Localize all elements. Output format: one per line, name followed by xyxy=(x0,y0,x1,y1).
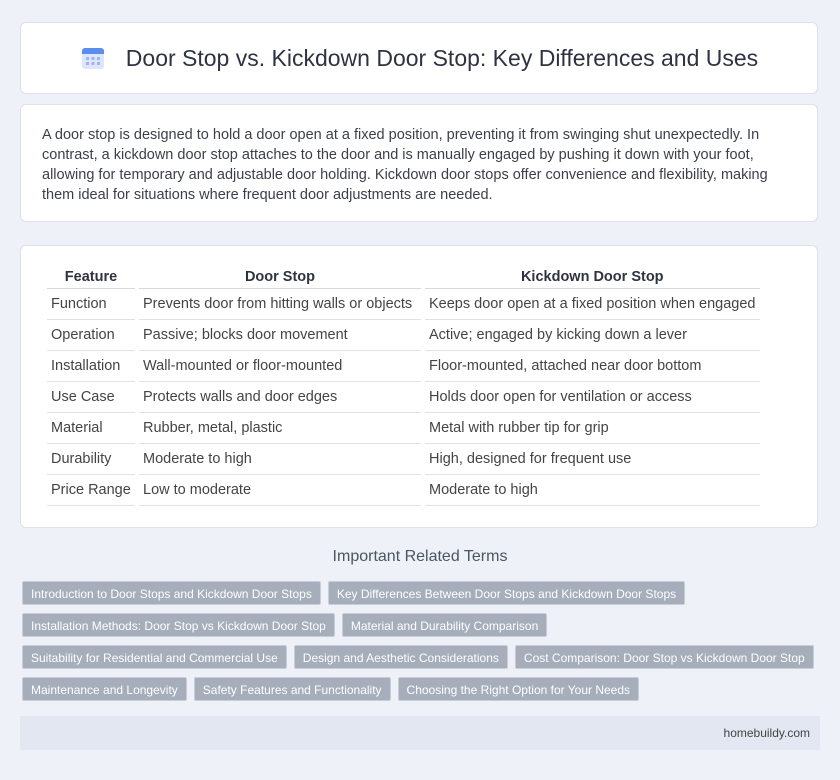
related-term-tag[interactable]: Material and Durability Comparison xyxy=(342,613,547,637)
related-term-tag[interactable]: Choosing the Right Option for Your Needs xyxy=(398,677,639,701)
row-kickdown: High, designed for frequent use xyxy=(425,444,760,475)
row-kickdown: Active; engaged by kicking down a lever xyxy=(425,320,760,351)
row-kickdown: Moderate to high xyxy=(425,475,760,506)
header-feature: Feature xyxy=(47,266,135,289)
row-door-stop: Passive; blocks door movement xyxy=(139,320,421,351)
title-card xyxy=(20,22,818,94)
related-term-tag[interactable]: Introduction to Door Stops and Kickdown Door Stops xyxy=(22,581,321,605)
row-door-stop: Protects walls and door edges xyxy=(139,382,421,413)
table-row xyxy=(47,475,760,506)
comparison-card xyxy=(20,245,818,528)
table-header-row xyxy=(47,266,760,289)
intro-text: A door stop is designed to hold a door open at a fixed position, preventing it from swinging shut unexpectedly. In contrast, a kickdown door stop attaches to the door and is manually engaged by pushing it down with your foot, allowing for temporary and adjustable door holding. Kickdown door stops offer convenience and flexibility, making them ideal for situations where frequent door adjustments are needed. xyxy=(42,127,768,203)
related-term-tag[interactable]: Suitability for Residential and Commercial Use xyxy=(22,645,287,669)
table-row xyxy=(47,413,760,444)
related-term-tag[interactable]: Installation Methods: Door Stop vs Kickdown Door Stop xyxy=(22,613,335,637)
row-door-stop: Moderate to high xyxy=(139,444,421,475)
row-kickdown: Metal with rubber tip for grip xyxy=(425,413,760,444)
comparison-table xyxy=(43,266,764,506)
row-door-stop: Prevents door from hitting walls or objects xyxy=(139,289,421,320)
related-term-tag[interactable]: Key Differences Between Door Stops and Kickdown Door Stops xyxy=(328,581,685,605)
table-row xyxy=(47,444,760,475)
row-feature: Function xyxy=(47,289,135,320)
row-feature: Use Case xyxy=(47,382,135,413)
header-door-stop: Door Stop xyxy=(139,266,421,289)
table-row xyxy=(47,351,760,382)
row-kickdown: Holds door open for ventilation or access xyxy=(425,382,760,413)
row-feature: Price Range xyxy=(47,475,135,506)
row-feature: Operation xyxy=(47,320,135,351)
row-kickdown: Floor-mounted, attached near door bottom xyxy=(425,351,760,382)
related-terms-heading: Important Related Terms xyxy=(332,548,508,565)
calendar-icon xyxy=(80,45,106,71)
page-title: Door Stop vs. Kickdown Door Stop: Key Differences and Uses xyxy=(125,44,759,71)
table-row xyxy=(47,320,760,351)
table-row xyxy=(47,382,760,413)
table-row xyxy=(47,289,760,320)
row-door-stop: Wall-mounted or floor-mounted xyxy=(139,351,421,382)
row-kickdown: Keeps door open at a fixed position when engaged xyxy=(425,289,760,320)
row-feature: Material xyxy=(47,413,135,444)
related-term-tag[interactable]: Cost Comparison: Door Stop vs Kickdown Door Stop xyxy=(515,645,814,669)
related-terms-list xyxy=(22,581,822,709)
footer-site-link[interactable]: homebuildy.com xyxy=(723,726,810,740)
row-feature: Installation xyxy=(47,351,135,382)
related-term-tag[interactable]: Maintenance and Longevity xyxy=(22,677,187,701)
row-door-stop: Rubber, metal, plastic xyxy=(139,413,421,444)
row-door-stop: Low to moderate xyxy=(139,475,421,506)
related-term-tag[interactable]: Safety Features and Functionality xyxy=(194,677,391,701)
header-kickdown-door-stop: Kickdown Door Stop xyxy=(425,266,760,289)
row-feature: Durability xyxy=(47,444,135,475)
intro-card xyxy=(20,104,818,222)
footer xyxy=(20,716,820,750)
related-term-tag[interactable]: Design and Aesthetic Considerations xyxy=(294,645,508,669)
